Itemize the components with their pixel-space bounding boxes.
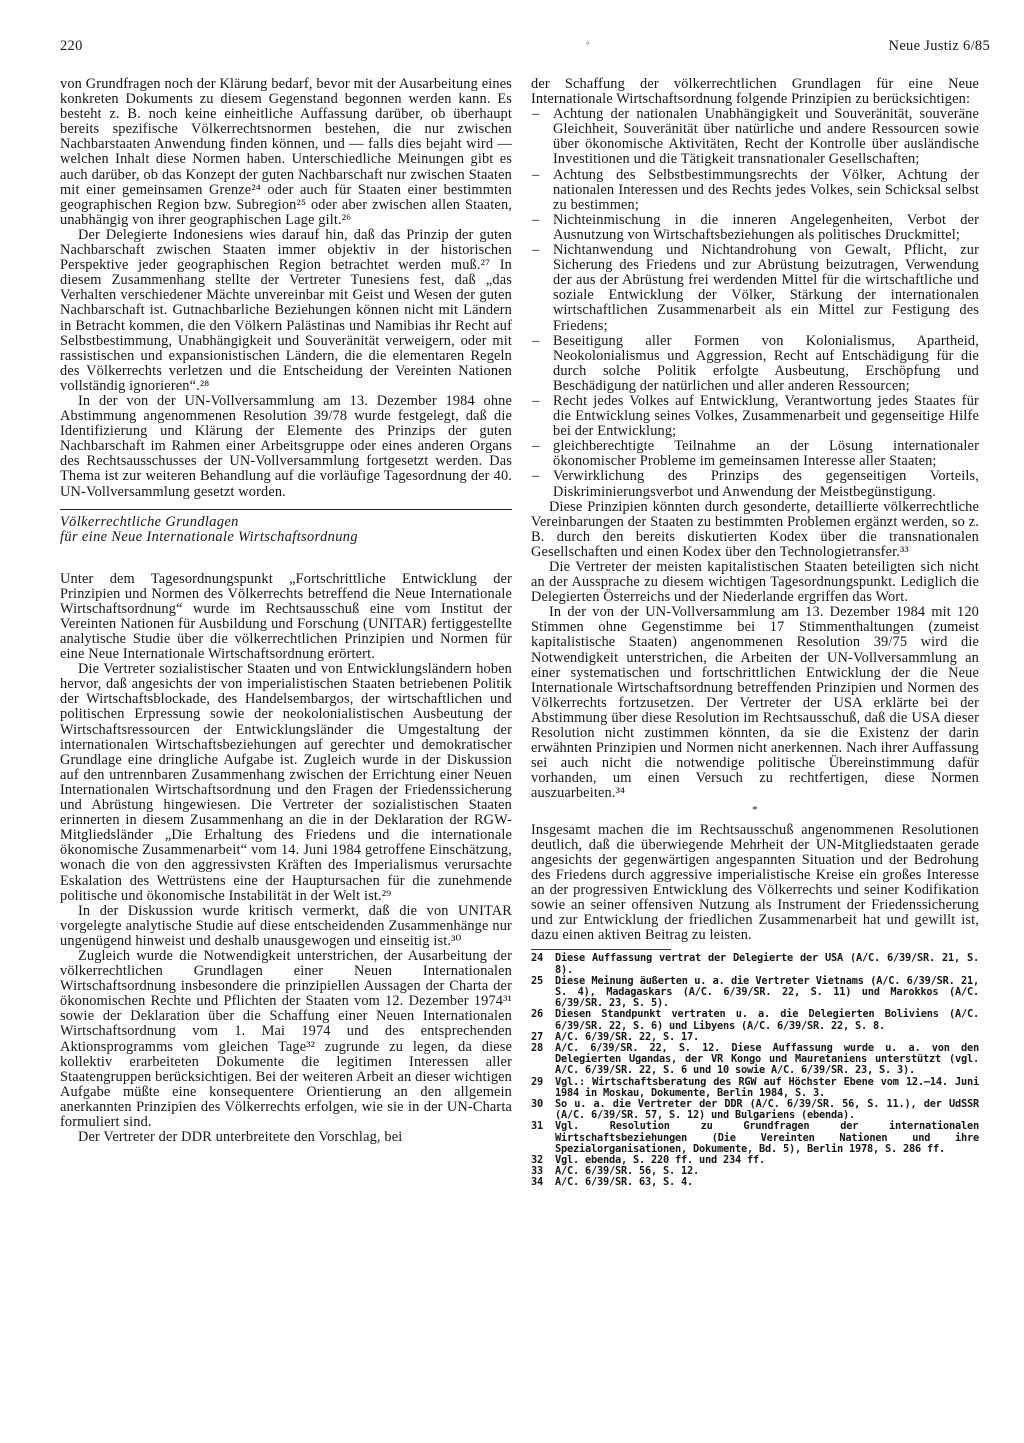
paragraph: Zugleich wurde die Notwendigkeit unterstrichen, der Ausarbeitung der völkerrechtlichen Grundlagen einer Neuen Internationalen Wirtschaftsordnung insbesondere die prinzipiellen Aussagen der Charta der ökonomischen Rechte und Pflichten der Staaten vom 12. Dezember 1974³¹ sowie der Deklaration über die Schaffung einer Neuen Internationalen Wirtschaftsordnung vom 1. Mai 1974 und des entsprechenden Aktionsprogramms vom gleichen Tage³² zugrunde zu legen, da diese kollektiv erarbeiteten Dokumente die legitimen Interessen aller Staatengruppen berücksichtigen. Bei der weiteren Arbeit an dieser wichtigen Aufgabe müßte eine konsequentere Orientierung an den allgemein anerkannten Prinzipien des Völkerrechts erfolgen, wie sie in der UN-Charta formuliert sind.: [60, 947, 512, 1130]
footnote-divider: [531, 949, 671, 950]
footnote: [531, 1099, 979, 1121]
list-item: – Achtung der nationalen Unabhängigkeit und Souveränität, souveräne Gleichheit, Souveränität über natürliche und andere Ressourcen sowie über ökonomische Aktivitäten, Recht der Kontrolle über ausländische Investitionen und die Tätigkeit transnationaler Gesellschaften;: [531, 107, 979, 167]
footnote-number: 29: [531, 1075, 543, 1088]
footnote-number: 30: [531, 1097, 543, 1110]
section-heading-line: für eine Neue Internationale Wirtschaftsordnung: [60, 529, 358, 546]
footnote-text: Vgl. Resolution zu Grundfragen der internationalen Wirtschaftsbeziehungen (Die Vereinten Nationen und ihre Spezialorganisationen, Dokumente, Bd. 5), Berlin 1978, S. 286 ff.: [555, 1120, 979, 1155]
footnote-number: 26: [531, 1008, 543, 1021]
footnote-number: 34: [531, 1176, 543, 1189]
paragraph: Insgesamt machen die im Rechtsausschuß angenommenen Resolutionen deutlich, daß die überwiegende Mehrheit der UN-Mitgliedstaaten gerade angesichts der gegenwärtigen angespannten Situation und der Bedrohung des Friedens durch aggressive imperialistische Kreise ein großes Interesse an der progressiven Entwicklung des Völkerrechts und seiner Kodifikation sowie an seiner offensiven Nutzung als Instrument der Friedenssicherung und zur Entwicklung der friedlichen Zusammenarbeit hat und gewillt ist, dazu einen aktiven Beitrag zu leisten.: [531, 821, 979, 944]
paragraph: In der Diskussion wurde kritisch vermerkt, daß die von UNITAR vorgelegte analytische Studie auf diese entscheidenden Zusammenhänge nur ungenügend hinweist und deshalb unausgewogen und einseitig ist.³⁰: [60, 902, 512, 949]
list-item: – gleichberechtigte Teilnahme an der Lösung internationaler ökonomischer Probleme im gemeinsamen Interesse aller Staaten;: [531, 439, 979, 469]
paragraph: Der Delegierte Indonesiens wies darauf hin, daß das Prinzip der guten Nachbarschaft zwischen Staaten immer objektiv in der historischen Perspektive jeder geographischen Region betrachtet werden muß.²⁷ In diesem Zusammenhang stellte der Vertreter Tunesiens fest, daß „das Verhalten verschiedener Mächte unvereinbar mit Geist und Wesen der guten Nachbarschaft ist. Gutnachbarliche Beziehungen können nicht mit Ländern in Betracht kommen, die den Völkern Palästinas und Namibias ihr Recht auf Selbstbestimmung, Unabhängigkeit und Souveränität verweigern, oder mit rassistischen und expansionistischen Ländern, die die elementaren Regeln des Völkerrechts verletzen und die Entscheidung der Vereinten Nationen vollständig ignorieren“.²⁸: [60, 226, 512, 394]
footnote: [531, 1121, 979, 1155]
section-heading: [60, 515, 512, 546]
left-column: [60, 77, 512, 1145]
paragraph: Die Vertreter der meisten kapitalistischen Staaten beteiligten sich nicht an der Aussprache zu diesem wichtigen Tagesordnungspunkt. Lediglich die Delegierten Österreichs und der Niederlande ergriffen das Wort.: [531, 559, 979, 606]
paragraph: Diese Prinzipien könnten durch gesonderte, detaillierte völkerrechtliche Vereinbarungen der Staaten zu bestimmten Problemen ergänzt werden, so z. B. durch den bereits diskutierten Kodex über die transnationalen Gesellschaften und einen Kodex über den Technologietransfer.³³: [531, 498, 979, 560]
section-separator: *: [752, 803, 758, 816]
footnote-text: So u. a. die Vertreter der DDR (A/C. 6/39/SR. 56, S. 11.), der UdSSR (A/C. 6/39/SR. 57, S. 12) und Bulgariens (ebenda).: [555, 1097, 979, 1122]
list-item: – Verwirklichung des Prinzips des gegenseitigen Vorteils, Diskriminierungsverbot und Anwendung der Meistbegünstigung.: [531, 469, 979, 499]
paragraph: Die Vertreter sozialistischer Staaten und von Entwicklungsländern hoben hervor, daß angesichts der von imperialistischen Staaten betriebenen Politik der Wirtschaftsblockade, des Handelsembargos, der wirtschaftlichen und politischen Erpressung sowie der neokolonialistischen Ausbeutung der Wirtschaftsressourcen der Entwicklungsländer die Umgestaltung der internationalen Wirtschaftsbeziehungen auf gerechter und demokratischer Grundlage eine dringliche Aufgabe ist. Zugleich wurde in der Diskussion auf den untrennbaren Zusammenhang zwischen der Errichtung einer Neuen Internationalen Wirtschaftsordnung und den Fragen der Friedenssicherung und Abrüstung hingewiesen. Die Vertreter der sozialistischen Staaten erinnerten in diesem Zusammenhang an die in der Deklaration der RGW-Mitgliedsländer „Die Erhaltung des Friedens und die internationale ökonomische Zusammenarbeit“ vom 14. Juni 1984 getroffene Einschätzung, wonach die von den aggressivsten Kräften des Imperialismus verursachte Eskalation des Wettrüstens eine der Hauptursachen für die zunehmende politische und ökonomische Instabilität in der Welt ist.²⁹: [60, 661, 512, 904]
principles-list: [531, 107, 979, 499]
footnote-number: 28: [531, 1041, 543, 1054]
footnotes: [531, 953, 979, 1188]
header-dot: °: [586, 40, 590, 50]
footnote-number: 25: [531, 974, 543, 987]
paragraph: In der von der UN-Vollversammlung am 13. Dezember 1984 mit 120 Stimmen ohne Gegenstimme bei 17 Stimmenthaltungen (zumeist kapitalistische Staaten) angenommenen Resolution 39/75 wird die Notwendigkeit unterstrichen, die Arbeiten der UN-Vollversammlung an einer systematischen und fortschrittlichen Entwicklung der die Neue Internationale Wirtschaftsordnung betreffenden Prinzipien und Normen des Völkerrechts fortzusetzen. Der Vertreter der USA erklärte bei der Abstimmung über diese Resolution im Rechtsausschuß, daß die USA dieser Resolution nicht zustimmen könnten, da sie die Existenz der darin erwähnten Prinzipien und Normen nicht anerkennen. Nach ihrer Auffassung sei auch nicht die notwendige politische Übereinstimmung dafür vorhanden, um einen Versuch zu rechtfertigen, diese Normen auszuarbeiten.³⁴: [531, 604, 979, 802]
footnote-text: A/C. 6/39/SR. 63, S. 4.: [555, 1176, 693, 1189]
footnote: [531, 976, 979, 1010]
footnote-text: Diese Auffassung vertrat der Delegierte der USA (A/C. 6/39/SR. 21, S. 8).: [555, 952, 979, 976]
footnote-number: 27: [531, 1030, 543, 1043]
footnote-text: Diese Meinung äußerten u. a. die Vertreter Vietnams (A/C. 6/39/SR. 21, S. 4), Madagaskars (A/C. 6/39/SR. 22, S. 11) und Marokkos (A/C. 6/39/SR. 23, S. 5).: [555, 974, 979, 1010]
footnote-text: A/C. 6/39/SR. 56, S. 12.: [555, 1165, 699, 1178]
paragraph: von Grundfragen noch der Klärung bedarf, bevor mit der Ausarbeitung eines konkreten Dokuments zu diesem Gegenstand begonnen werden kann. Es besteht z. B. noch keine einheitliche Auffassung darüber, ob überhaupt bereits spezifische Völkerrechtsnormen bestehen, die nur zwischen Nachbarstaaten Anwendung finden können, und — falls dies bejaht wird — welchen Inhalt diese Normen haben. Unterschiedliche Meinungen gibt es auch darüber, ob das Konzept der guten Nachbarschaft nur zwischen Staaten mit einer gemeinsamen Grenze²⁴ oder auch für Staaten einer bestimmten geographischen Region bzw. Subregion²⁵ oder aber zwischen allen Staaten, unabhängig von ihrer geographischen Lage gilt.²⁶: [60, 76, 512, 228]
footnote-text: Vgl. ebenda, S. 220 ff. und 234 ff.: [555, 1154, 765, 1166]
footnote: [531, 953, 979, 975]
paragraph: Der Vertreter der DDR unterbreitete den Vorschlag, bei: [78, 1129, 403, 1146]
paragraph: der Schaffung der völkerrechtlichen Grundlagen für eine Neue Internationale Wirtschaftsordnung folgende Prinzipien zu berücksichtigen:: [531, 76, 979, 108]
footnote-text: A/C. 6/39/SR. 22, S. 17.: [555, 1030, 699, 1043]
list-item: – Nichtanwendung und Nichtandrohung von Gewalt, Pflicht, zur Sicherung des Friedens und zur Abrüstung beizutragen, Verwendung der aus der Abrüstung frei werdenden Mittel für die wirtschaftliche und soziale Entwicklung der Völker, Stärkung der internationalen wirtschaftlichen Zusammenarbeit als ein Mittel zur Festigung des Friedens;: [531, 243, 979, 334]
footnote: [531, 1177, 979, 1188]
paragraph: In der von der UN-Vollversammlung am 13. Dezember 1984 ohne Abstimmung angenommenen Resolution 39/78 wurde festgelegt, daß die Identifizierung und Klärung der Elemente des Prinzips der guten Nachbarschaft im Rahmen einer Arbeitsgruppe oder eines anderen Organs des Rechtsausschusses der UN-Vollversammlung fortgesetzt werden. Das Thema ist zur weiteren Behandlung auf die vorläufige Tagesordnung der 40. UN-Vollversammlung gesetzt worden.: [60, 392, 512, 500]
journal-title: Neue Justiz 6/85: [888, 38, 990, 54]
footnote: [531, 1077, 979, 1099]
page-number: 220: [60, 38, 83, 54]
list-item: – Achtung des Selbstbestimmungsrechts der Völker, Achtung der nationalen Interessen und des Rechts jedes Volkes, sein Schicksal selbst zu bestimmen;: [531, 168, 979, 213]
paragraph: Unter dem Tagesordnungspunkt „Fortschrittliche Entwicklung der Prinzipien und Normen des Völkerrechts betreffend die Neue Internationale Wirtschaftsordnung“ wurde im Rechtsausschuß eine vom Institut der Vereinten Nationen für Ausbildung und Forschung (UNITAR) fertiggestellte analytische Studie über die völkerrechtlichen Prinzipien und Normen für eine Neue Internationale Wirtschaftsordnung erörtert.: [60, 570, 512, 663]
footnote-number: 31: [531, 1120, 543, 1133]
footnote-text: Vgl.: Wirtschaftsberatung des RGW auf Höchster Ebene vom 12.—14. Juni 1984 in Moskau, Dokumente, Berlin 1984, S. 3.: [555, 1075, 979, 1099]
list-item: – Recht jedes Volkes auf Entwicklung, Verantwortung jedes Staates für die Entwicklung seines Volkes, Zusammenarbeit und gegenseitige Hilfe bei der Entwicklung;: [531, 394, 979, 439]
list-item: – Beseitigung aller Formen von Kolonialismus, Apartheid, Neokolonialismus und Aggression, Recht auf Entschädigung für die durch solche Politik erfolgte Ausbeutung, Erschöpfung und Beschädigung der natürlichen und aller anderen Ressourcen;: [531, 334, 979, 394]
list-item: – Nichteinmischung in die inneren Angelegenheiten, Verbot der Ausnutzung von Wirtschaftsbeziehungen als politisches Druckmittel;: [531, 213, 979, 243]
footnote: [531, 1009, 979, 1031]
section-heading-line: Völkerrechtliche Grundlagen: [60, 513, 239, 530]
footnote-number: 32: [531, 1154, 543, 1166]
footnote-number: 24: [531, 952, 543, 965]
footnote-number: 33: [531, 1165, 543, 1178]
footnote-text: Diesen Standpunkt vertraten u. a. die Delegierten Boliviens (A/C. 6/39/SR. 22, S. 6) und Libyens (A/C. 6/39/SR. 22, S. 8.: [555, 1008, 979, 1032]
footnote-text: A/C. 6/39/SR. 22, S. 12. Diese Auffassung wurde u. a. von den Delegierten Ugandas, der VR Kongo und Mauretaniens unterstützt (vgl. A/C. 6/39/SR. 22, S. 6 und 10 sowie A/C. 6/39/SR. 23, S. 3).: [555, 1041, 979, 1077]
footnote: [531, 1043, 979, 1077]
section-divider: [60, 509, 512, 510]
right-column: [531, 77, 979, 1189]
